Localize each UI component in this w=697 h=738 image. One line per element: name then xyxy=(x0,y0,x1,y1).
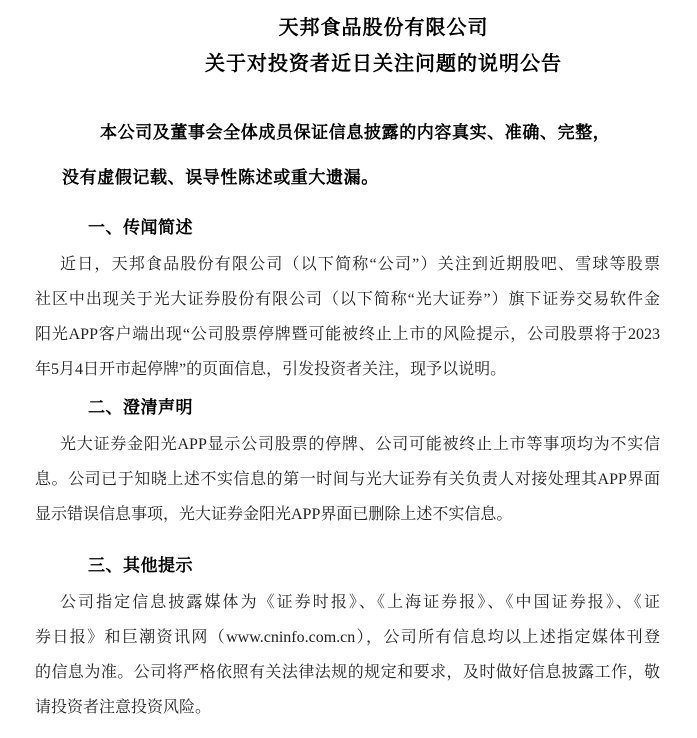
disclaimer-line: 本公司及董事会全体成员保证信息披露的内容真实、准确、完整， xyxy=(100,123,611,142)
text-line: 社区中出现关于光大证券股份有限公司（以下简称“光大证券”）旗下证券交易软件金 xyxy=(35,291,660,308)
text-line: 请投资者注意投资风险。 xyxy=(35,699,212,716)
text-line: 近日，天邦食品股份有限公司（以下简称“公司”）关注到近期股吧、雪球等股票 xyxy=(60,256,660,273)
document-title-company: 天邦食品股份有限公司 xyxy=(278,17,489,39)
text-line: 年5月4日开市起停牌”的页面信息，引发投资者关注，现予以说明。 xyxy=(35,361,507,378)
text-line: 息。公司已于知晓上述不实信息的第一时间与光大证券有关负责人对接处理其APP界面 xyxy=(35,471,660,488)
section-paragraph-rumor-summary xyxy=(35,247,660,387)
section-paragraph-clarification xyxy=(35,427,660,532)
section-heading-rumor-summary: 一、传闻简述 xyxy=(88,218,193,237)
section-heading-other-notes: 三、其他提示 xyxy=(88,556,193,575)
text-line: 光大证券金阳光APP显示公司股票的停牌、公司可能被终止上市等事项均为不实信 xyxy=(60,436,660,453)
disclaimer-line: 没有虚假记载、误导性陈述或重大遗漏。 xyxy=(62,168,379,187)
section-heading-clarification: 二、澄清声明 xyxy=(88,398,193,417)
section-paragraph-other-notes xyxy=(35,585,660,725)
text-line: 显示错误信息事项，光大证券金阳光APP界面已删除上述不实信息。 xyxy=(35,506,513,523)
text-line: 券日报》和巨潮资讯网（www.cninfo.com.cn），公司所有信息均以上述指定媒体刊登 xyxy=(35,629,660,646)
text-line: 阳光APP客户端出现“公司股票停牌暨可能被终止上市的风险提示，公司股票将于2023 xyxy=(35,326,660,343)
text-line: 的信息为准。公司将严格依照有关法律法规的规定和要求，及时做好信息披露工作，敬 xyxy=(35,664,660,681)
document-title-subject: 关于对投资者近日关注问题的说明公告 xyxy=(205,53,562,75)
disclaimer-statement xyxy=(62,110,632,200)
text-line: 公司指定信息披露媒体为《证券时报》、《上海证券报》、《中国证券报》、《证 xyxy=(60,594,660,611)
